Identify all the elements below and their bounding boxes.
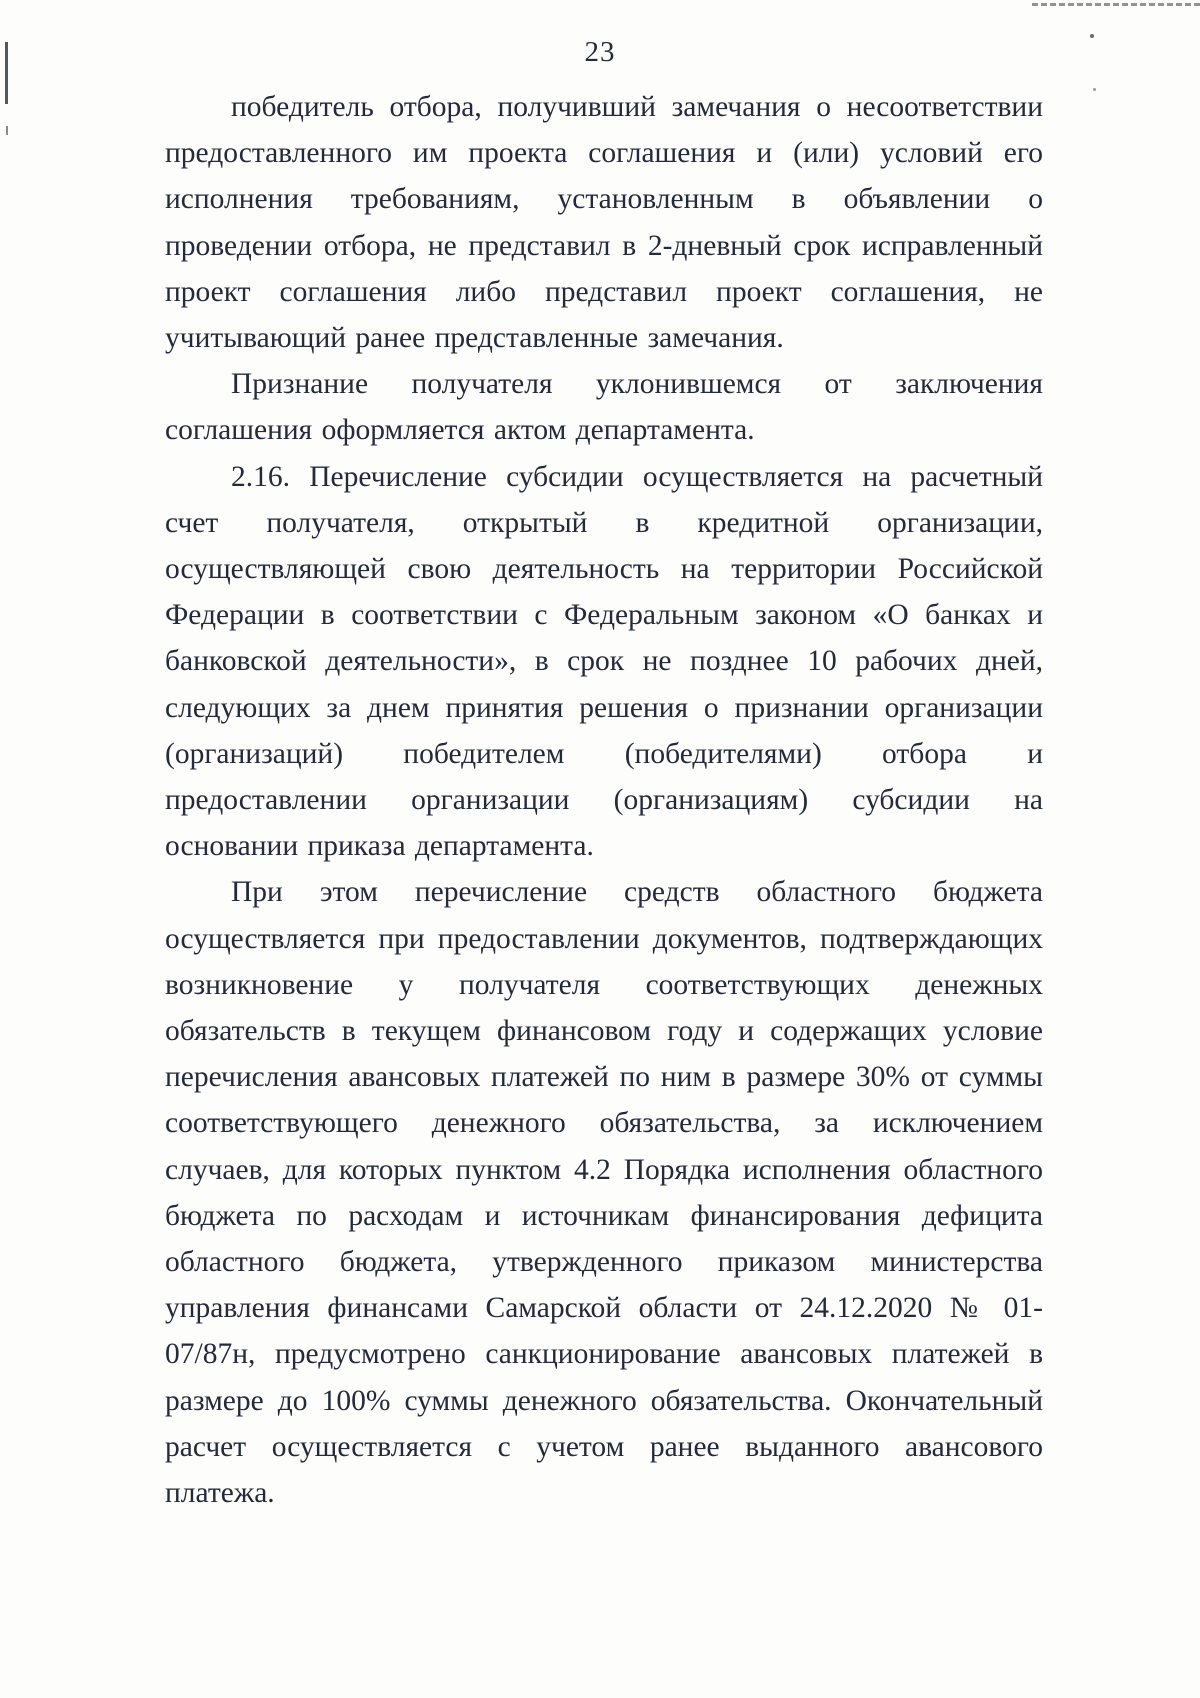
document-body	[165, 84, 1043, 1516]
paragraph-4: При этом перечисление средств областного бюджета осуществляется при предоставлении документов, подтверждающих возникновение у получателя соответствующих денежных обязательств в текущем финансовом году и содержащих условие перечисления авансовых платежей по ним в размере 30% от суммы соответствующего денежного обязательства, за исключением случаев, для которых пунктом 4.2 Порядка исполнения областного бюджета по расходам и источникам финансирования дефицита областного бюджета, утвержденного приказом министерства управления финансами Самарской области от 24.12.2020 № 01-07/87н, предусмотрено санкционирование авансовых платежей в размере до 100% суммы денежного обязательства. Окончательный расчет осуществляется с учетом ранее выданного авансового платежа.	[165, 876, 1043, 1510]
scan-artifact-left-tick	[6, 126, 8, 135]
paragraph-3: 2.16. Перечисление субсидии осуществляется на расчетный счет получателя, открытый в кредитной организации, осуществляющей свою деятельность на территории Российской Федерации в соответствии с Федеральным законом «О банках и банковской деятельности», в срок не позднее 10 рабочих дней, следующих за днем принятия решения о признании организации (организаций) победителем (победителями) отбора и предоставлении организации (организациям) субсидии на основании приказа департамента.	[165, 460, 1043, 863]
scan-artifact-dot	[1093, 88, 1096, 91]
page-number: 23	[584, 36, 616, 68]
paragraph-1: победитель отбора, получивший замечания о несоответствии предоставленного им проекта соглашения и (или) условий его исполнения требованиям, установленным в объявлении о проведении отбора, не представил в 2-дневный срок исправленный проект соглашения либо представил проект соглашения, не учитывающий ранее представленные замечания.	[165, 91, 1043, 355]
scan-artifact-top-line	[1032, 3, 1200, 6]
paragraph-2: Признание получателя уклонившемся от заключения соглашения оформляется актом департамента.	[165, 368, 1043, 447]
